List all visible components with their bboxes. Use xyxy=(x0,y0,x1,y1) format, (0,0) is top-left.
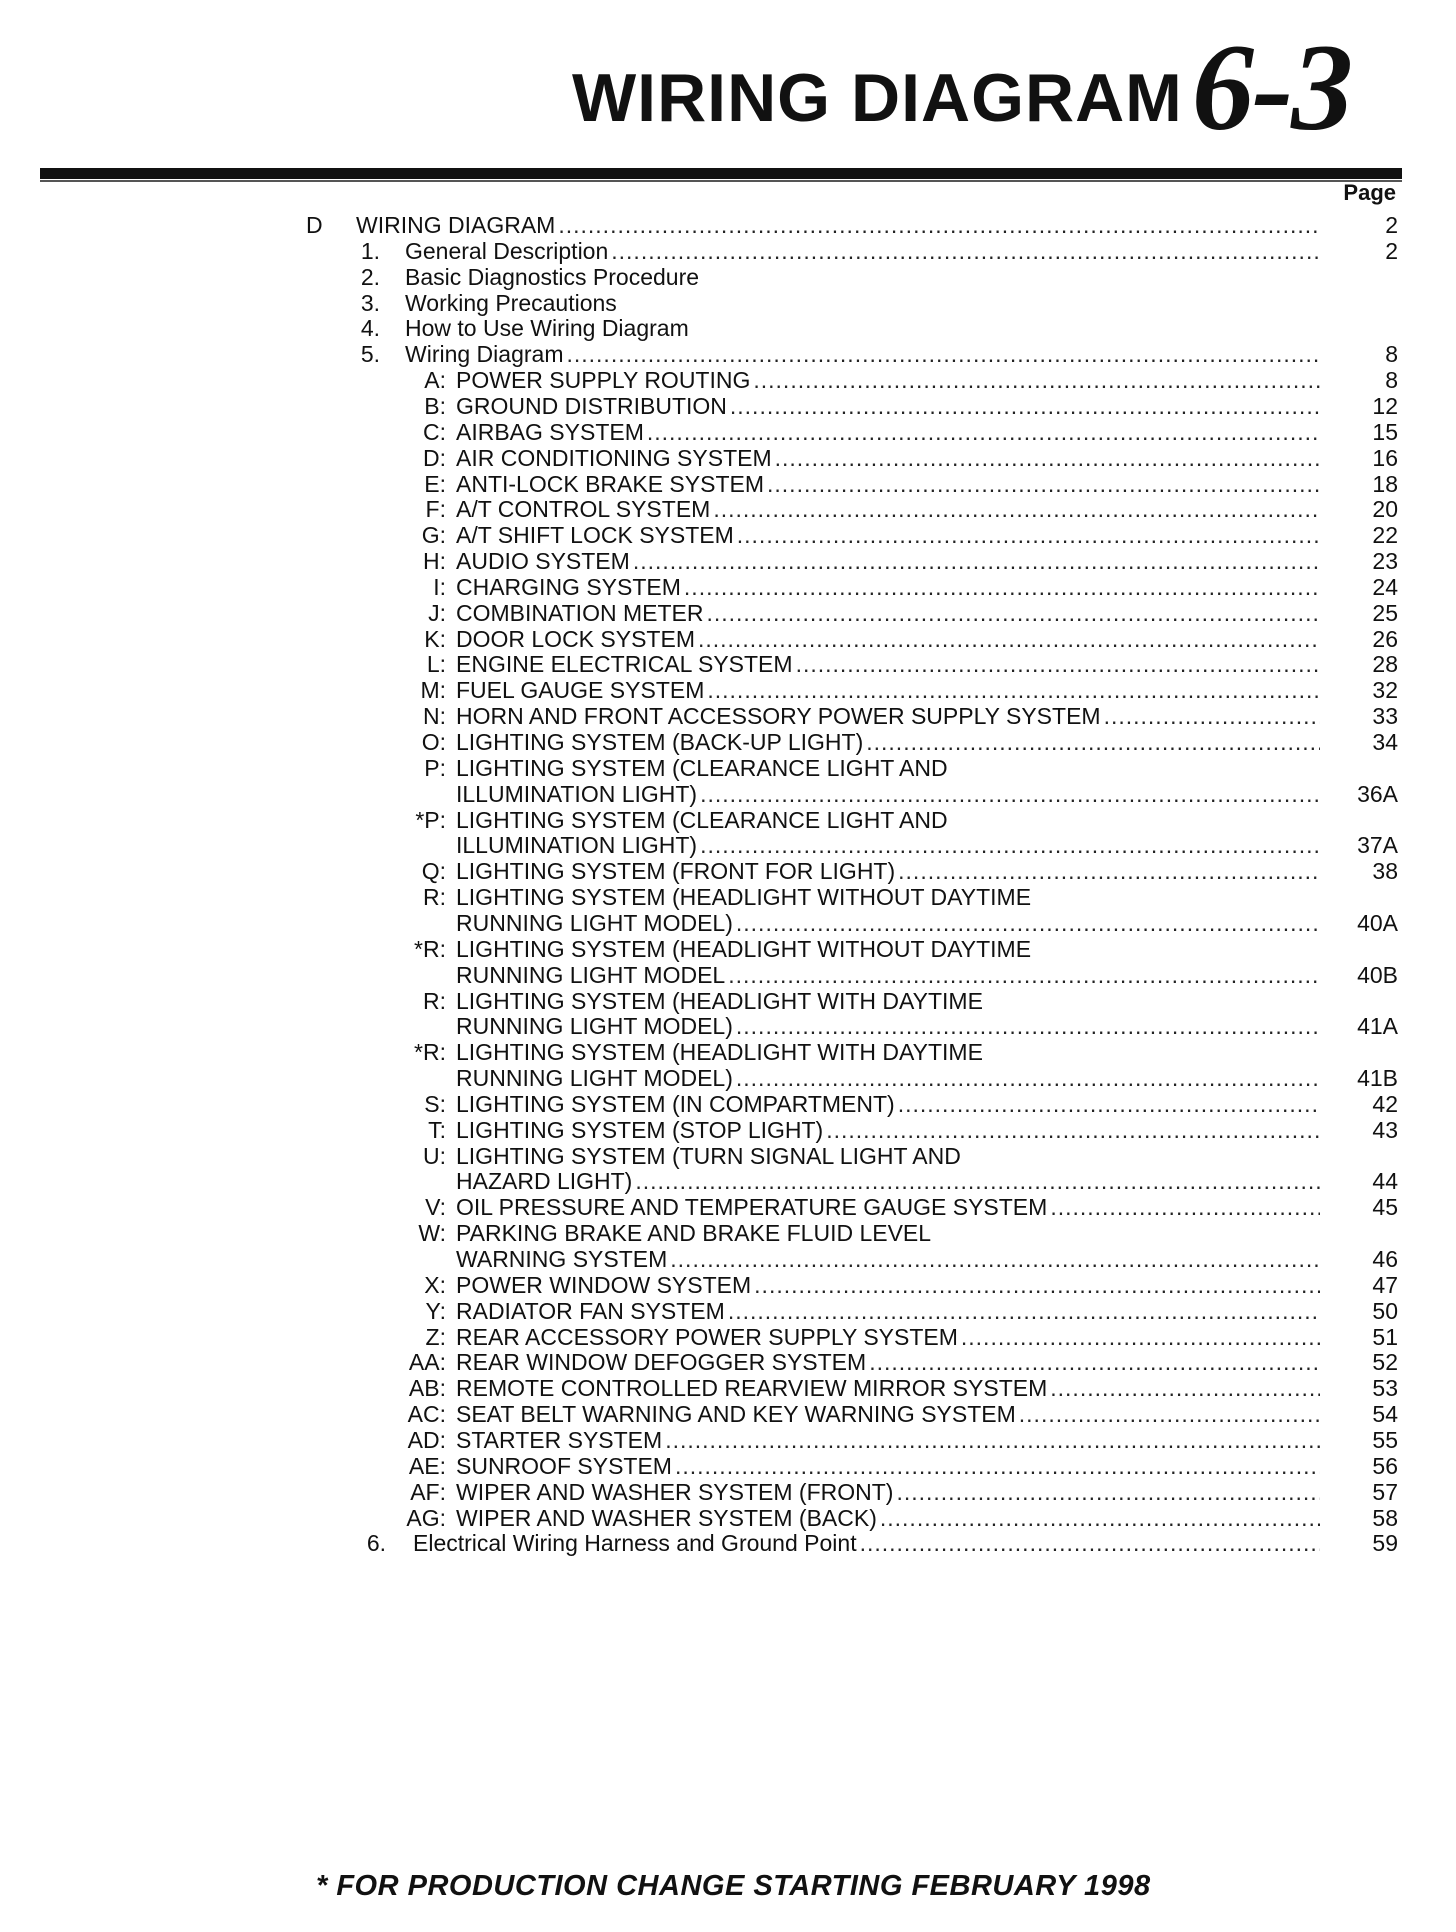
toc-entry-label: H: xyxy=(423,548,446,575)
toc-entry-label: W: xyxy=(418,1220,446,1247)
toc-entry-page: 12 xyxy=(1372,392,1398,419)
toc-entry-text-wrap xyxy=(413,1528,1324,1558)
toc-entry-title: LIGHTING SYSTEM (IN COMPARTMENT) xyxy=(456,1090,895,1117)
toc-entry-label: R: xyxy=(423,987,446,1014)
toc-entry-title: LIGHTING SYSTEM (STOP LIGHT) xyxy=(456,1116,824,1143)
toc-entry-title: ILLUMINATION LIGHT) xyxy=(456,832,698,859)
toc-entry-page: 28 xyxy=(1372,651,1398,678)
toc-entry-title: ILLUMINATION LIGHT) xyxy=(456,780,698,807)
toc-entry-title: REMOTE CONTROLLED REARVIEW MIRROR SYSTEM xyxy=(456,1375,1048,1402)
toc-entry-label: T: xyxy=(428,1116,446,1143)
toc-entry-title: LIGHTING SYSTEM (BACK-UP LIGHT) xyxy=(456,729,864,755)
toc-entry-label: *P: xyxy=(415,806,446,833)
toc-entry-label: AF: xyxy=(410,1478,446,1505)
page-title: WIRING DIAGRAM xyxy=(572,60,1183,136)
toc-entry-page: 57 xyxy=(1372,1478,1398,1505)
toc-entry-title: GROUND DISTRIBUTION xyxy=(456,392,727,419)
toc-entry-title: SUNROOF SYSTEM xyxy=(456,1452,672,1479)
toc-entry-label: S: xyxy=(424,1090,446,1117)
toc-entry-label: C: xyxy=(423,418,446,445)
toc-entry-title: LIGHTING SYSTEM (HEADLIGHT WITHOUT DAYTIME xyxy=(456,935,1032,962)
toc-entry-label: *R: xyxy=(414,935,446,962)
toc-entry-page: 2 xyxy=(1385,237,1398,264)
toc-entry-title: LIGHTING SYSTEM (FRONT FOR LIGHT) xyxy=(456,858,896,885)
toc-entry-label: B: xyxy=(424,392,446,419)
toc-entry-label: AC: xyxy=(407,1401,446,1428)
toc-entry-title: ANTI-LOCK BRAKE SYSTEM xyxy=(456,470,765,497)
toc-entry-page: 40A xyxy=(1357,909,1398,936)
toc-entry-label: 4. xyxy=(360,315,380,342)
toc-entry-page: 24 xyxy=(1372,573,1398,600)
toc-entry-page: 2 xyxy=(1385,212,1398,238)
toc-entry-label: U: xyxy=(423,1142,446,1169)
toc-entry-title: LIGHTING SYSTEM (CLEARANCE LIGHT AND xyxy=(456,806,948,833)
toc-entry-label: R: xyxy=(423,884,446,911)
toc-entry-label: V: xyxy=(425,1194,446,1221)
toc-entry-page: 32 xyxy=(1372,677,1398,704)
toc-entry-page: 47 xyxy=(1372,1271,1398,1298)
toc-entry-page: 23 xyxy=(1372,548,1398,575)
toc-entry-label: 3. xyxy=(360,289,380,316)
toc-entry-title: Working Precautions xyxy=(405,289,617,316)
toc-entry-page: 34 xyxy=(1372,729,1398,755)
production-change-footnote: * FOR PRODUCTION CHANGE STARTING FEBRUARY 1998 xyxy=(316,1870,1151,1902)
toc-entry-label: X: xyxy=(424,1271,446,1298)
toc-entry-label: D xyxy=(306,212,323,238)
toc-entry-page: 59 xyxy=(1372,1530,1398,1557)
toc-entry-title: FUEL GAUGE SYSTEM xyxy=(456,677,705,704)
toc-entry-title: REAR WINDOW DEFOGGER SYSTEM xyxy=(456,1349,867,1376)
toc-entry-page: 41A xyxy=(1357,1013,1398,1040)
toc-entry-title: How to Use Wiring Diagram xyxy=(405,315,689,342)
toc-entry-page: 36A xyxy=(1357,780,1398,807)
toc-entry-label: Z: xyxy=(425,1323,446,1350)
page-column-heading: Page xyxy=(1343,180,1396,205)
header-rule xyxy=(40,168,1402,179)
toc-entry-page: 45 xyxy=(1372,1194,1398,1221)
toc-entry-title: OIL PRESSURE AND TEMPERATURE GAUGE SYSTEM xyxy=(456,1194,1048,1221)
toc-entry-page: 55 xyxy=(1372,1426,1398,1453)
toc-entry-label: G: xyxy=(421,522,446,549)
toc-entry-page: 8 xyxy=(1385,367,1398,394)
toc-entry-title: REAR ACCESSORY POWER SUPPLY SYSTEM xyxy=(456,1323,958,1350)
toc-entry-page: 18 xyxy=(1372,470,1398,497)
toc-entry-page: 50 xyxy=(1372,1297,1398,1324)
toc-entry-title: RUNNING LIGHT MODEL) xyxy=(456,1065,733,1092)
toc-entry-label: E: xyxy=(424,470,446,497)
toc-entry-title: RUNNING LIGHT MODEL xyxy=(456,961,726,988)
toc-entry-page: 20 xyxy=(1372,496,1398,523)
toc-entry-title: Electrical Wiring Harness and Ground Point xyxy=(413,1530,857,1557)
toc-entry-title: POWER SUPPLY ROUTING xyxy=(456,367,751,394)
toc-entry-label: Q: xyxy=(421,858,446,885)
toc-entry-label: Y: xyxy=(425,1297,446,1324)
toc-entry-label: AG: xyxy=(406,1504,446,1531)
toc-entry-title: WARNING SYSTEM xyxy=(456,1246,668,1272)
toc-entry-page: 53 xyxy=(1372,1375,1398,1402)
toc-entry-label: A: xyxy=(424,367,446,394)
chapter-number: 6-3 xyxy=(1192,19,1352,156)
toc-entry-label: AD: xyxy=(407,1426,446,1453)
toc-entry-label: J: xyxy=(428,599,446,626)
toc-entry-title: WIPER AND WASHER SYSTEM (FRONT) xyxy=(456,1478,894,1505)
toc-entry-label: I: xyxy=(433,573,446,600)
header-rule-thin xyxy=(40,180,1402,182)
toc-entry-page: 51 xyxy=(1372,1323,1398,1350)
toc-entry-label: 1. xyxy=(360,237,380,264)
toc-entry-title: LIGHTING SYSTEM (CLEARANCE LIGHT AND xyxy=(456,754,948,781)
toc-entry-title: RADIATOR FAN SYSTEM xyxy=(456,1297,725,1324)
toc-entry-label: AE: xyxy=(408,1452,446,1479)
toc-entry-title: POWER WINDOW SYSTEM xyxy=(456,1271,752,1298)
toc-entry-page: 16 xyxy=(1372,444,1398,471)
toc-entry-title: PARKING BRAKE AND BRAKE FLUID LEVEL xyxy=(456,1220,932,1247)
toc-entry-label: 2. xyxy=(360,263,380,290)
toc-entry-page: 40B xyxy=(1357,961,1398,988)
toc-entry-page: 37A xyxy=(1357,832,1398,859)
toc-entry-title: LIGHTING SYSTEM (HEADLIGHT WITHOUT DAYTIME xyxy=(456,884,1032,911)
toc-entry-page: 26 xyxy=(1372,625,1398,652)
toc-entry-page: 25 xyxy=(1372,599,1398,626)
toc-entry-title: RUNNING LIGHT MODEL) xyxy=(456,909,733,936)
toc-entry-title: COMBINATION METER xyxy=(456,599,704,626)
toc-entry-page: 56 xyxy=(1372,1452,1398,1479)
toc-entry-title: SEAT BELT WARNING AND KEY WARNING SYSTEM xyxy=(456,1401,1016,1428)
toc-entry-page: 8 xyxy=(1385,341,1398,368)
toc-entry-label: P: xyxy=(424,754,446,781)
toc-entry-title: A/T CONTROL SYSTEM xyxy=(456,496,711,523)
toc-entry-title: Wiring Diagram xyxy=(405,341,564,368)
toc-entry-title: LIGHTING SYSTEM (TURN SIGNAL LIGHT AND xyxy=(456,1142,961,1169)
toc-entry-page: 41B xyxy=(1357,1065,1398,1092)
toc-entry-page: 46 xyxy=(1372,1246,1398,1272)
toc-entry-label: 5. xyxy=(360,341,380,368)
toc-entry-page: 38 xyxy=(1372,858,1398,885)
toc-entry-page: 52 xyxy=(1372,1349,1398,1376)
toc-entry-title: HAZARD LIGHT) xyxy=(456,1168,633,1195)
toc-entry-title: A/T SHIFT LOCK SYSTEM xyxy=(456,522,734,549)
toc-entry-label: F: xyxy=(425,496,446,523)
toc-entry-title: CHARGING SYSTEM xyxy=(456,573,681,600)
toc-entry-label: M: xyxy=(420,677,446,704)
toc-entry-page: 15 xyxy=(1372,418,1398,445)
toc-entry-page: 33 xyxy=(1372,703,1398,730)
toc-entry-label: L: xyxy=(426,651,446,678)
toc-entry-label: O: xyxy=(421,729,446,755)
toc-entry-title: General Description xyxy=(405,237,609,264)
toc-entry-page: 54 xyxy=(1372,1401,1398,1428)
toc-entry-page: 44 xyxy=(1372,1168,1398,1195)
toc-entry-title: WIPER AND WASHER SYSTEM (BACK) xyxy=(456,1504,877,1531)
toc-entry-title: AIR CONDITIONING SYSTEM xyxy=(456,444,772,471)
toc-entry-title: LIGHTING SYSTEM (HEADLIGHT WITH DAYTIME xyxy=(456,1039,983,1066)
toc-entry-title: AIRBAG SYSTEM xyxy=(456,418,644,445)
dot-leader xyxy=(860,1528,1320,1558)
toc-entry-title: WIRING DIAGRAM xyxy=(356,212,556,238)
toc-entry-page: 58 xyxy=(1372,1504,1398,1531)
toc-entry-title: LIGHTING SYSTEM (HEADLIGHT WITH DAYTIME xyxy=(456,987,983,1014)
toc-entry-title: STARTER SYSTEM xyxy=(456,1426,663,1453)
toc-entry-page: 42 xyxy=(1372,1090,1398,1117)
toc-entry-label: 6. xyxy=(366,1530,386,1557)
toc-entry-label: *R: xyxy=(414,1039,446,1066)
toc-entry-title: Basic Diagnostics Procedure xyxy=(405,263,700,290)
toc-entry-label: K: xyxy=(424,625,446,652)
toc-entry-page: 22 xyxy=(1372,522,1398,549)
toc-entry-label: AB: xyxy=(408,1375,446,1402)
toc-entry xyxy=(0,1528,1456,1558)
toc-entry-title: RUNNING LIGHT MODEL) xyxy=(456,1013,733,1040)
toc-entry-label: AA: xyxy=(408,1349,446,1376)
toc-entry-title: ENGINE ELECTRICAL SYSTEM xyxy=(456,651,793,678)
toc-entry-label: D: xyxy=(423,444,446,471)
toc-entry-title: AUDIO SYSTEM xyxy=(456,548,630,575)
toc-entry-title: HORN AND FRONT ACCESSORY POWER SUPPLY SYSTEM xyxy=(456,703,1101,730)
toc-entry-title: DOOR LOCK SYSTEM xyxy=(456,625,695,652)
toc-entry-page: 43 xyxy=(1372,1116,1398,1143)
toc-entry-label: N: xyxy=(423,703,446,730)
